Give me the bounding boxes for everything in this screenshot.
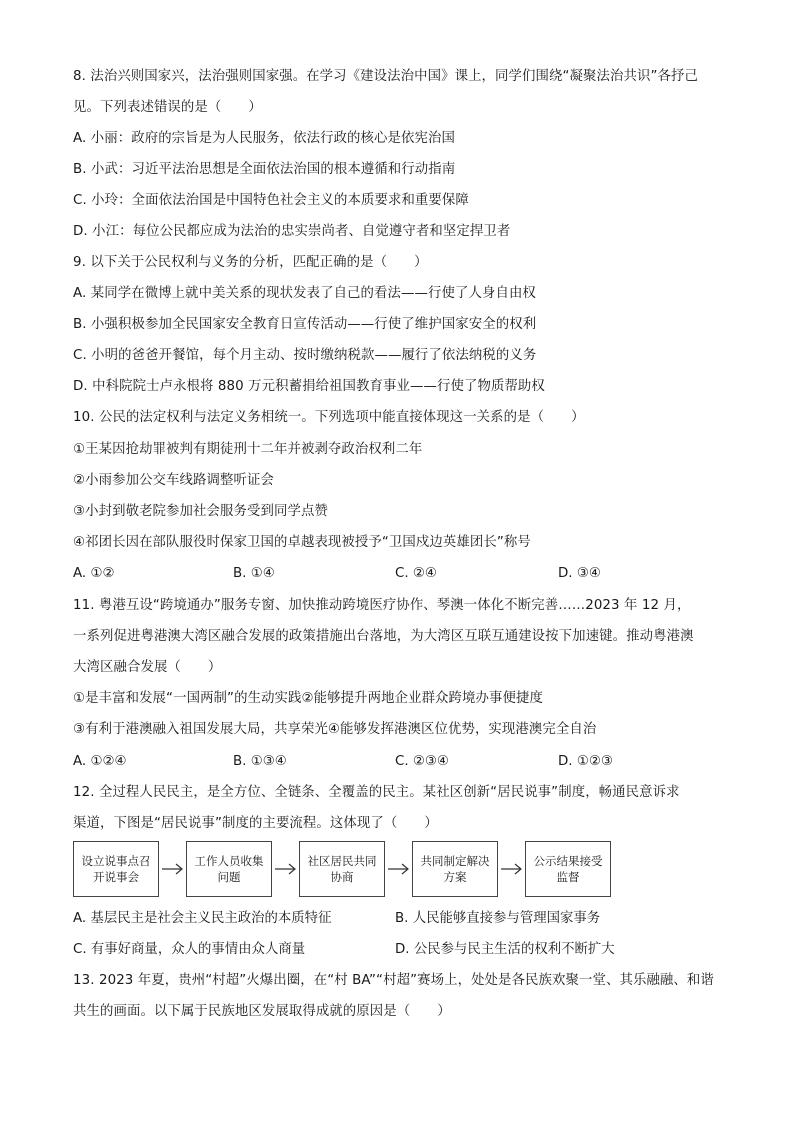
flow-step-3: 社区居民共同协商 <box>299 841 385 897</box>
q8-option-d: D. 小江：每位公民都应成为法治的忠实崇尚者、自觉遵守者和坚定捍卫者 <box>73 224 511 239</box>
q10-option-c: C. ②④ <box>395 566 437 581</box>
q8-stem-line1: 8. 法治兴则国家兴，法治强则国家强。在学习《建设法治中国》课上，同学们围绕“凝聚法治共识”各抒己 <box>73 69 698 84</box>
q9-stem: 9. 以下关于公民权利与义务的分析，匹配正确的是（ ） <box>73 255 428 270</box>
q10-item-2: ②小雨参加公交车线路调整听证会 <box>73 473 274 488</box>
q11-stem-line1: 11. 粤港互设“跨境通办”服务专窗、加快推动跨境医疗协作、琴澳一体化不断完善……2023 年 12 月， <box>73 598 691 613</box>
q11-option-d: D. ①②③ <box>558 754 613 769</box>
q10-item-3: ③小封到敬老院参加社会服务受到同学点赞 <box>73 504 328 519</box>
q11-stem-line3: 大湾区融合发展（ ） <box>73 660 222 675</box>
q11-items-line2: ③有利于港澳融入祖国发展大局，共享荣光④能够发挥港澳区位优势，实现港澳完全自治 <box>73 722 597 737</box>
q8-stem-line2: 见。下列表述错误的是（ ） <box>73 100 262 115</box>
q12-option-c: C. 有事好商量，众人的事情由众人商量 <box>73 942 306 957</box>
flow-step-5: 公示结果接受监督 <box>525 841 611 897</box>
q12-flowchart <box>73 841 623 901</box>
q10-option-a: A. ①② <box>73 566 115 581</box>
q10-item-4: ④祁团长因在部队服役时保家卫国的卓越表现被授予“卫国戍边英雄团长”称号 <box>73 535 531 550</box>
q8-option-c: C. 小玲：全面依法治国是中国特色社会主义的本质要求和重要保障 <box>73 193 469 208</box>
flow-arrow-icon <box>274 861 298 877</box>
q12-option-a: A. 基层民主是社会主义民主政治的本质特征 <box>73 911 332 926</box>
q9-option-a: A. 某同学在微博上就中美关系的现状发表了自己的看法——行使了人身自由权 <box>73 286 536 301</box>
q9-option-b: B. 小强积极参加全民国家安全教育日宣传活动——行使了维护国家安全的权利 <box>73 317 537 332</box>
q12-stem-line1: 12. 全过程人民民主，是全方位、全链条、全覆盖的民主。某社区创新“居民说事”制度，畅通民意诉求 <box>73 785 680 800</box>
flow-step-1: 设立说事点召开说事会 <box>73 841 159 897</box>
q8-option-a: A. 小丽：政府的宗旨是为人民服务，依法行政的核心是依宪治国 <box>73 131 455 146</box>
q10-option-d: D. ③④ <box>558 566 601 581</box>
q9-option-d: D. 中科院院士卢永根将 880 万元积蓄捐给祖国教育事业——行使了物质帮助权 <box>73 379 545 394</box>
flow-arrow-icon <box>387 861 411 877</box>
q10-option-b: B. ①④ <box>233 566 275 581</box>
q12-option-d: D. 公民参与民主生活的权利不断扩大 <box>395 942 615 957</box>
flow-step-2: 工作人员收集问题 <box>186 841 272 897</box>
q12-stem-line2: 渠道，下图是“居民说事”制度的主要流程。这体现了（ ） <box>73 816 438 831</box>
flow-arrow-icon <box>500 861 524 877</box>
q13-stem-line1: 13. 2023 年夏，贵州“村超”火爆出圈，在“村 BA”“村超”赛场上，处处是各民族欢聚一堂、其乐融融、和谐 <box>73 973 714 988</box>
q11-option-c: C. ②③④ <box>395 754 449 769</box>
q10-item-1: ①王某因抢劫罪被判有期徒刑十二年并被剥夺政治权利二年 <box>73 442 423 457</box>
flow-step-4: 共同制定解决方案 <box>412 841 498 897</box>
q11-option-a: A. ①②④ <box>73 754 127 769</box>
q10-stem: 10. 公民的法定权利与法定义务相统一。下列选项中能直接体现这一关系的是（ ） <box>73 410 585 425</box>
q12-option-b: B. 人民能够直接参与管理国家事务 <box>395 911 601 926</box>
q13-stem-line2: 共生的画面。以下属于民族地区发展取得成就的原因是（ ） <box>73 1004 451 1019</box>
flow-arrow-icon <box>161 861 185 877</box>
q11-option-b: B. ①③④ <box>233 754 287 769</box>
q11-stem-line2: 一系列促进粤港澳大湾区融合发展的政策措施出台落地，为大湾区互联互通建设按下加速键。推动粤港澳 <box>73 629 694 644</box>
q8-option-b: B. 小武：习近平法治思想是全面依法治国的根本遵循和行动指南 <box>73 162 456 177</box>
q11-items-line1: ①是丰富和发展“一国两制”的生动实践②能够提升两地企业群众跨境办事便捷度 <box>73 691 543 706</box>
q9-option-c: C. 小明的爸爸开餐馆，每个月主动、按时缴纳税款——履行了依法纳税的义务 <box>73 348 537 363</box>
